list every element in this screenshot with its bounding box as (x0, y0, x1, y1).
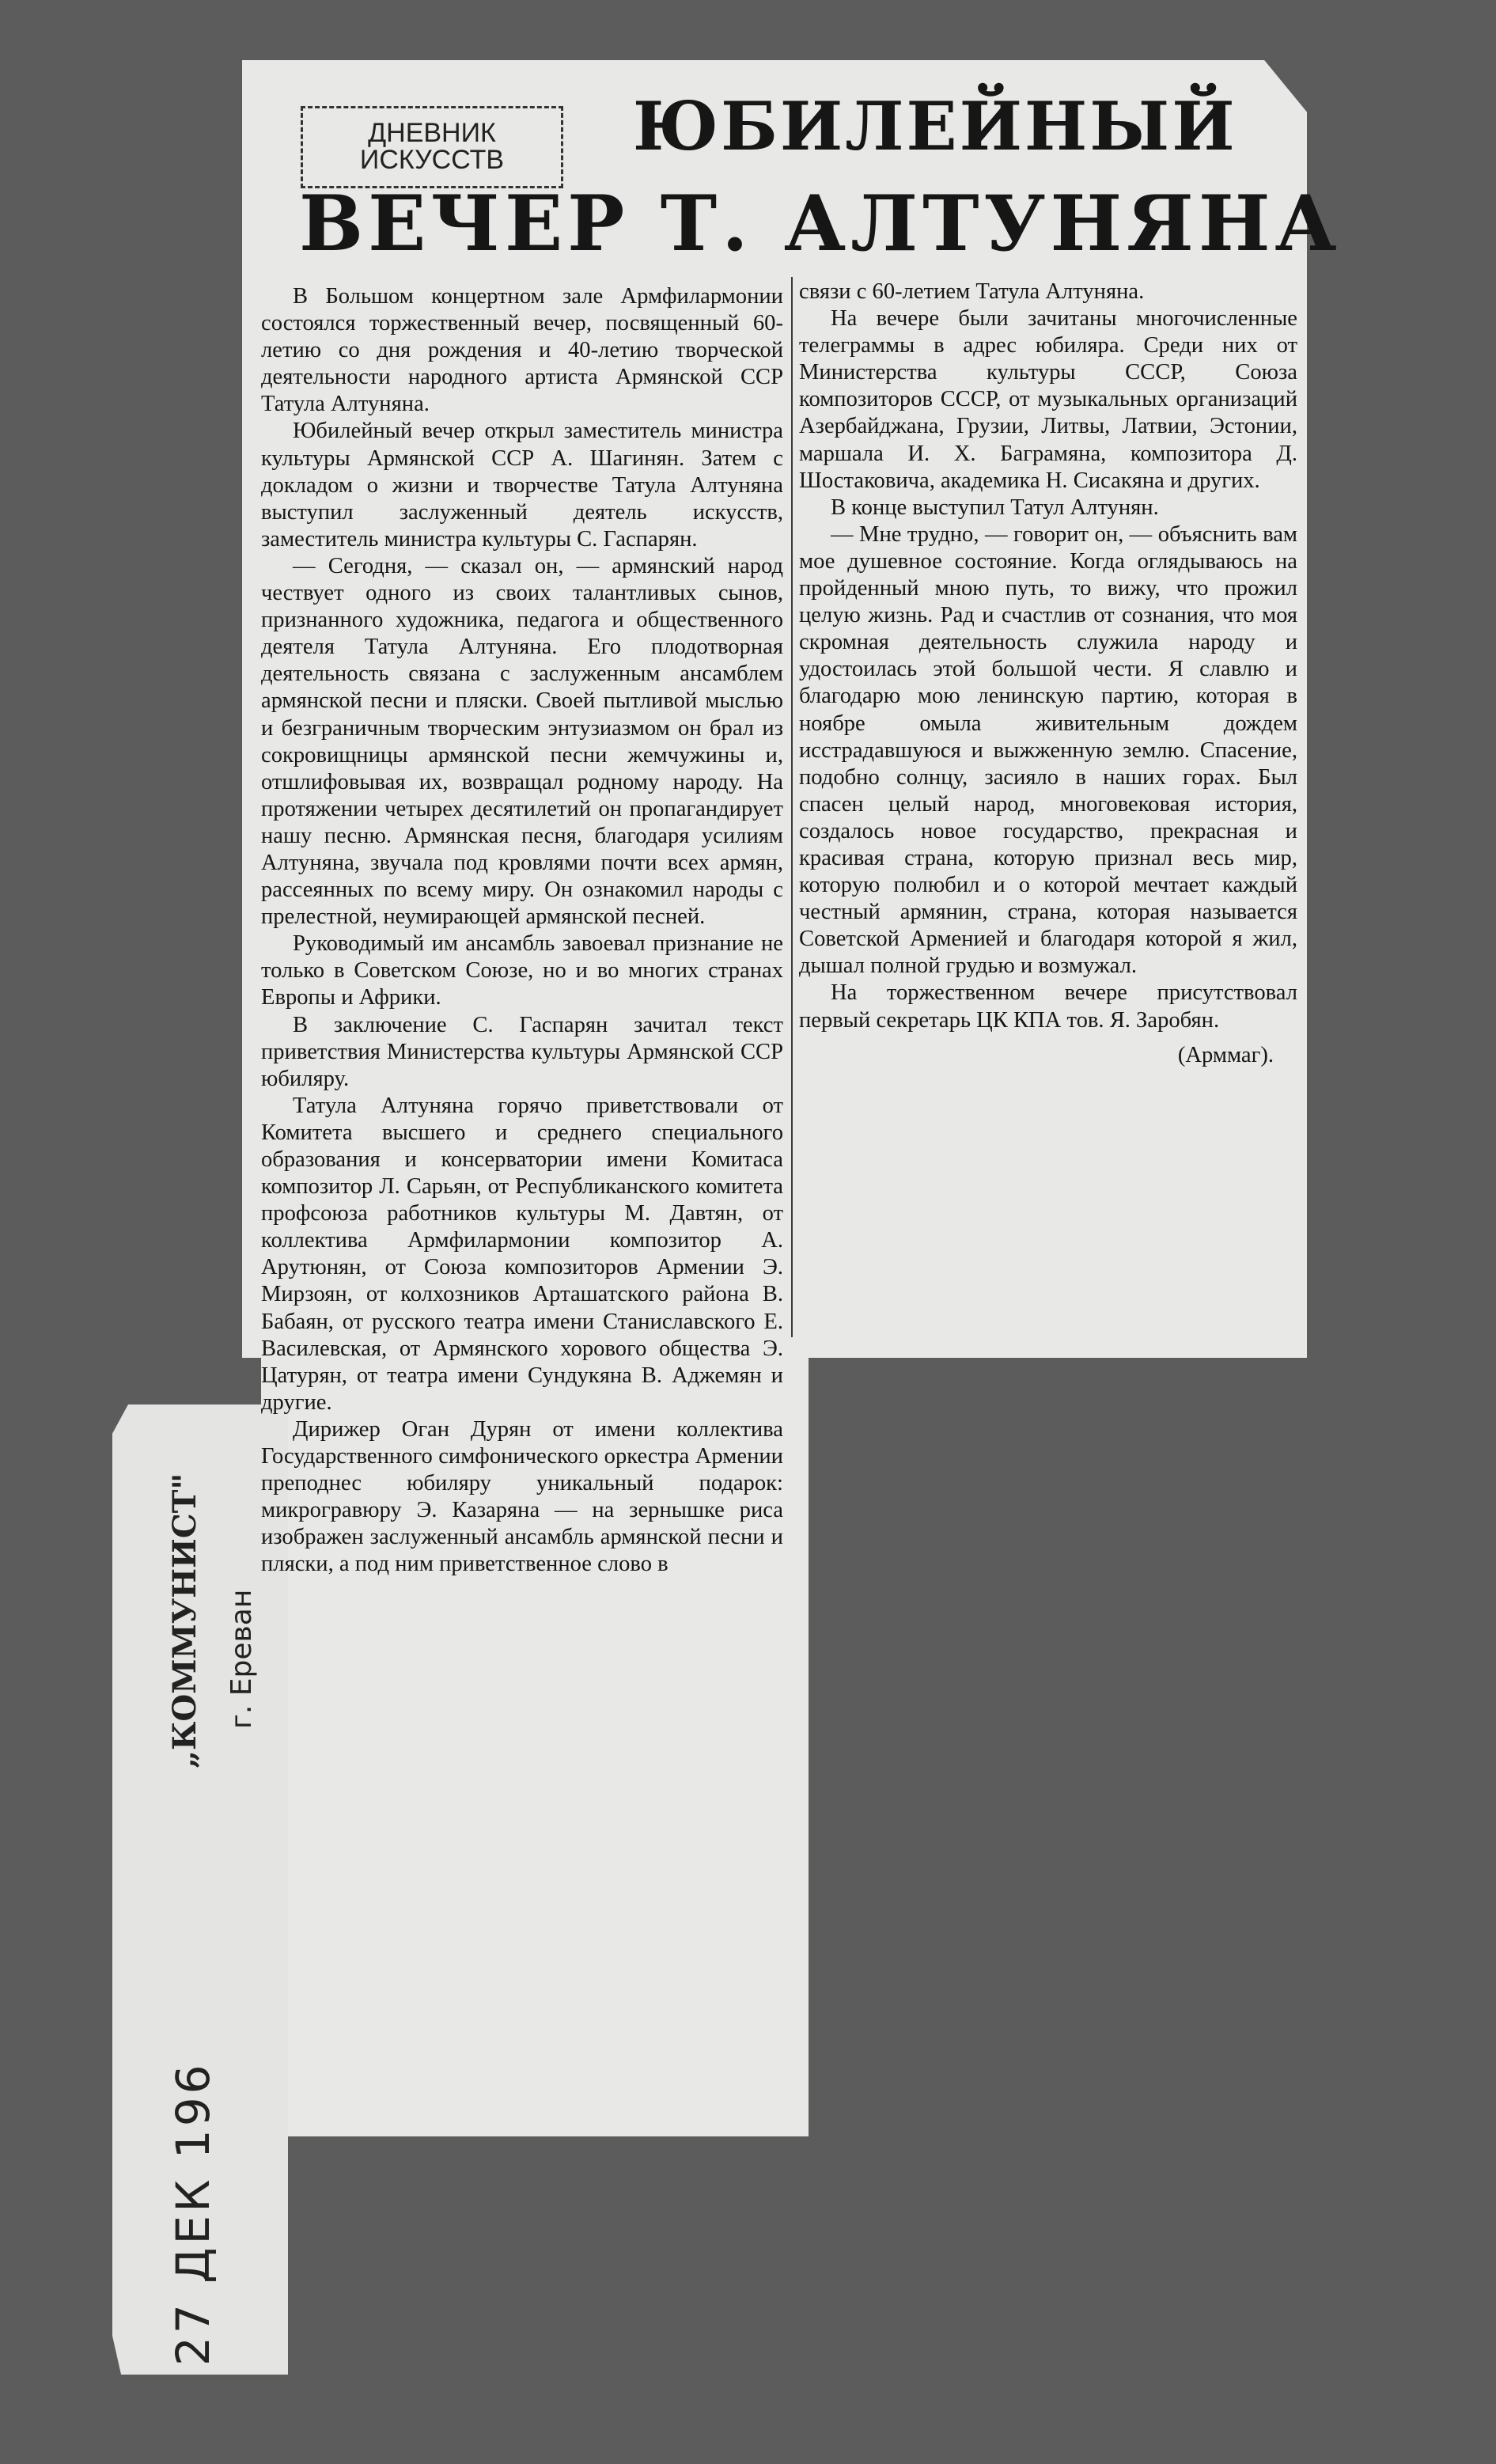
slip-newspaper-name: „КОММУНИСТ" (166, 1473, 203, 1768)
paragraph: Юбилейный вечер открыл заместитель министра культуры Армянской ССР А. Шагинян. Затем с докладом о жизни и творчестве Татула Алтуняна выступил заслуженный деятель искусств, заместитель министра культуры С. Гаспарян. (261, 419, 783, 552)
source-signature: (Арммаг). (1177, 1042, 1274, 1067)
rubric-box (301, 106, 563, 188)
paragraph: — Мне трудно, — говорит он, — объяснить вам мое душевное состояние. Когда оглядываюсь на пройденный мною путь, то вижу, что прожил целую жизнь. Рад и счастлив от сознания, что моя скромная деятельность служила народу и удостоилась этой большой чести. Я славлю и благодарю мою ленинскую партию, которая в ноябре омыла живительным дождем исстрадавшуюся и выжженную землю. Спасение, подобно солнцу, засияло в наших горах. Был спасен целый народ, многовековая история, создалось новое государство, прекрасная и красивая страна, которую признал весь мир, которую полюбил и о которой мечтает каждый честный армянин, страна, которая называется Советской Арменией и благодаря которой я жил, дышал полной грудью и возмужал. (799, 521, 1297, 979)
article-column-1 (261, 283, 783, 1579)
paragraph: Татула Алтуняна горячо приветствовали от Комитета высшего и среднего специального образования и консерватории имени Комитаса композитор Л. Сарьян, от Республиканского комитета профсоюза работников культуры М. Давтян, от коллектива Армфилармонии композитор А. Арутюнян, от Союза композиторов Армении Э. Мирзоян, от колхозников Арташатского района В. Бабаян, от русского театра имени Станиславского Е. Василевская, от Армянского хорового общества Э. Цатурян, от театра имени Сундукяна В. Аджемян и другие. (261, 1093, 783, 1415)
rubric-line2: ИСКУССТВ (359, 145, 505, 175)
column-divider (791, 277, 793, 1337)
paragraph: Руководимый им ансамбль завоевал признание не только в Советском Союзе, но и во многих странах Европы и Африки. (261, 931, 783, 1010)
paragraph: — Сегодня, — сказал он, — армянский народ чествует одного из своих талантливых сынов, признанного художника, педагога и общественного деятеля Татула Алтуняна. Его плодотворная деятельность связана с заслуженным ансамблем армянской песни и пляски. Своей пытливой мыслью и безграничным творческим энтузиазмом он брал из сокровищницы армянской песни жемчужины и, отшлифовывая их, возвращал родному народу. На протяжении четырех десятилетий он пропагандирует нашу песню. Армянская песня, благодаря усилиям Алтуняна, звучала под кровлями почти всех армян, рассеянных по всему миру. Он ознакомил народы с прелестной, неумирающей армянской песней. (261, 553, 783, 930)
paragraph: В конце выступил Татул Алтунян. (831, 495, 1159, 520)
paragraph: На торжественном вечере присутствовал первый секретарь ЦК КПА тов. Я. Заробян. (799, 980, 1297, 1033)
paragraph: В заключение С. Гаспарян зачитал текст приветствия Министерства культуры Армянской ССР юбиляру. (261, 1012, 783, 1091)
paragraph: Дирижер Оган Дурян от имени коллектива Государственного симфонического оркестра Армении преподнес юбиляру уникальный подарок: микрогравюру Э. Казаряна — на зернышке риса изображен заслуженный ансамбль армянской песни и пляски, а под ним приветственное слово в (261, 1416, 783, 1577)
paragraph: На вечере были зачитаны многочисленные телеграммы в адрес юбиляра. Среди них от Министерства культуры СССР, Союза композиторов СССР, от музыкальных организаций Азербайджана, Грузии, Литвы, Латвии, Эстонии, маршала И. Х. Баграмяна, композитора Д. Шостаковича, академика Н. Сисакяна и других. (799, 306, 1297, 493)
rubric-line1: ДНЕВНИК (368, 118, 496, 148)
paragraph: связи с 60-летием Татула Алтуняна. (799, 279, 1145, 304)
paragraph: В Большом концертном зале Армфилармонии состоялся торжественный вечер, посвященный 60-летию со дня рождения и 40-летию творческой деятельности народного артиста Армянской ССР Татула Алтуняна. (261, 284, 783, 417)
headline-line2: ВЕЧЕР Т. АЛТУНЯНА (299, 179, 1342, 268)
slip-city: г. Ереван (225, 1589, 258, 1729)
slip-date-stamp: 27 ДЕК 196 (166, 2061, 220, 2366)
headline-line1: ЮБИЛЕЙНЫЙ (633, 87, 1237, 165)
article-column-2 (799, 279, 1297, 1069)
